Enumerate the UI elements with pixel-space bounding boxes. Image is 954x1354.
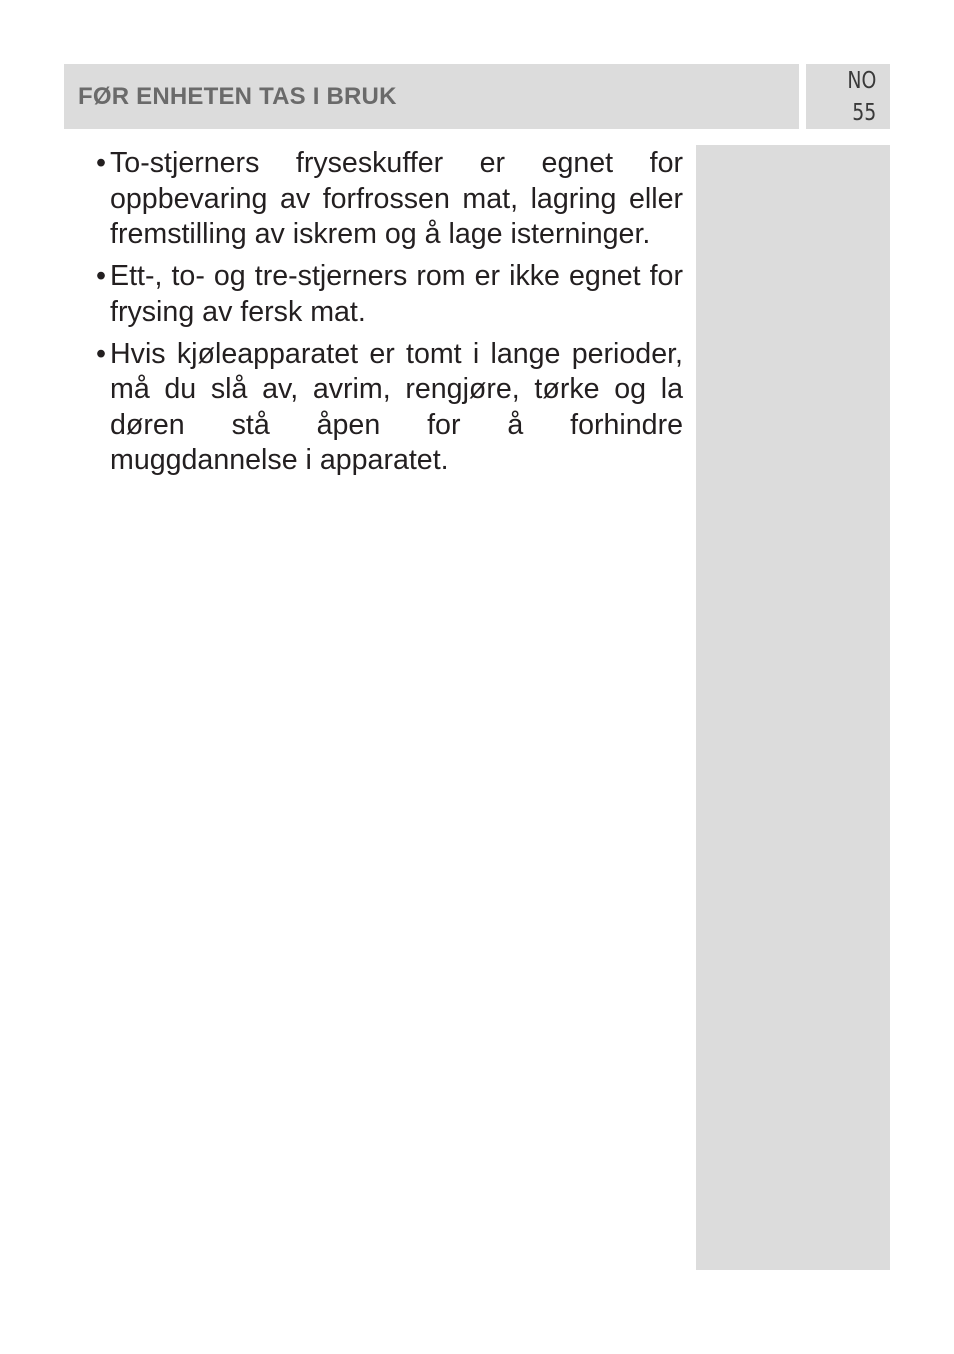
page-number: 55 (851, 100, 876, 126)
side-panel (696, 145, 890, 1270)
list-item-text: To-stjerners fryseskuffer er egnet for oppbevaring av forfrossen mat, lagring eller fremstilling av iskrem og å lage isterninger. (110, 147, 683, 250)
main-content (96, 146, 683, 485)
page-tab (806, 64, 890, 129)
bullet-list (96, 146, 683, 479)
language-code: NO (847, 68, 876, 94)
list-item-text: Hvis kjøleapparatet er tomt i lange perioder, må du slå av, avrim, rengjøre, tørke og la døren stå åpen for å forhindre muggdannelse i apparatet. (110, 337, 683, 476)
list-item (96, 259, 683, 330)
bullet-icon: • (96, 260, 107, 292)
bullet-icon: • (96, 337, 107, 370)
section-title: FØR ENHETEN TAS I BRUK (78, 83, 397, 110)
list-item-text: Ett-, to- og tre-stjerners rom er ikke egnet for frysing av fersk mat. (110, 260, 683, 328)
section-header-bar (64, 64, 799, 129)
bullet-icon: • (96, 147, 107, 179)
list-item (96, 337, 683, 479)
list-item (96, 146, 683, 253)
